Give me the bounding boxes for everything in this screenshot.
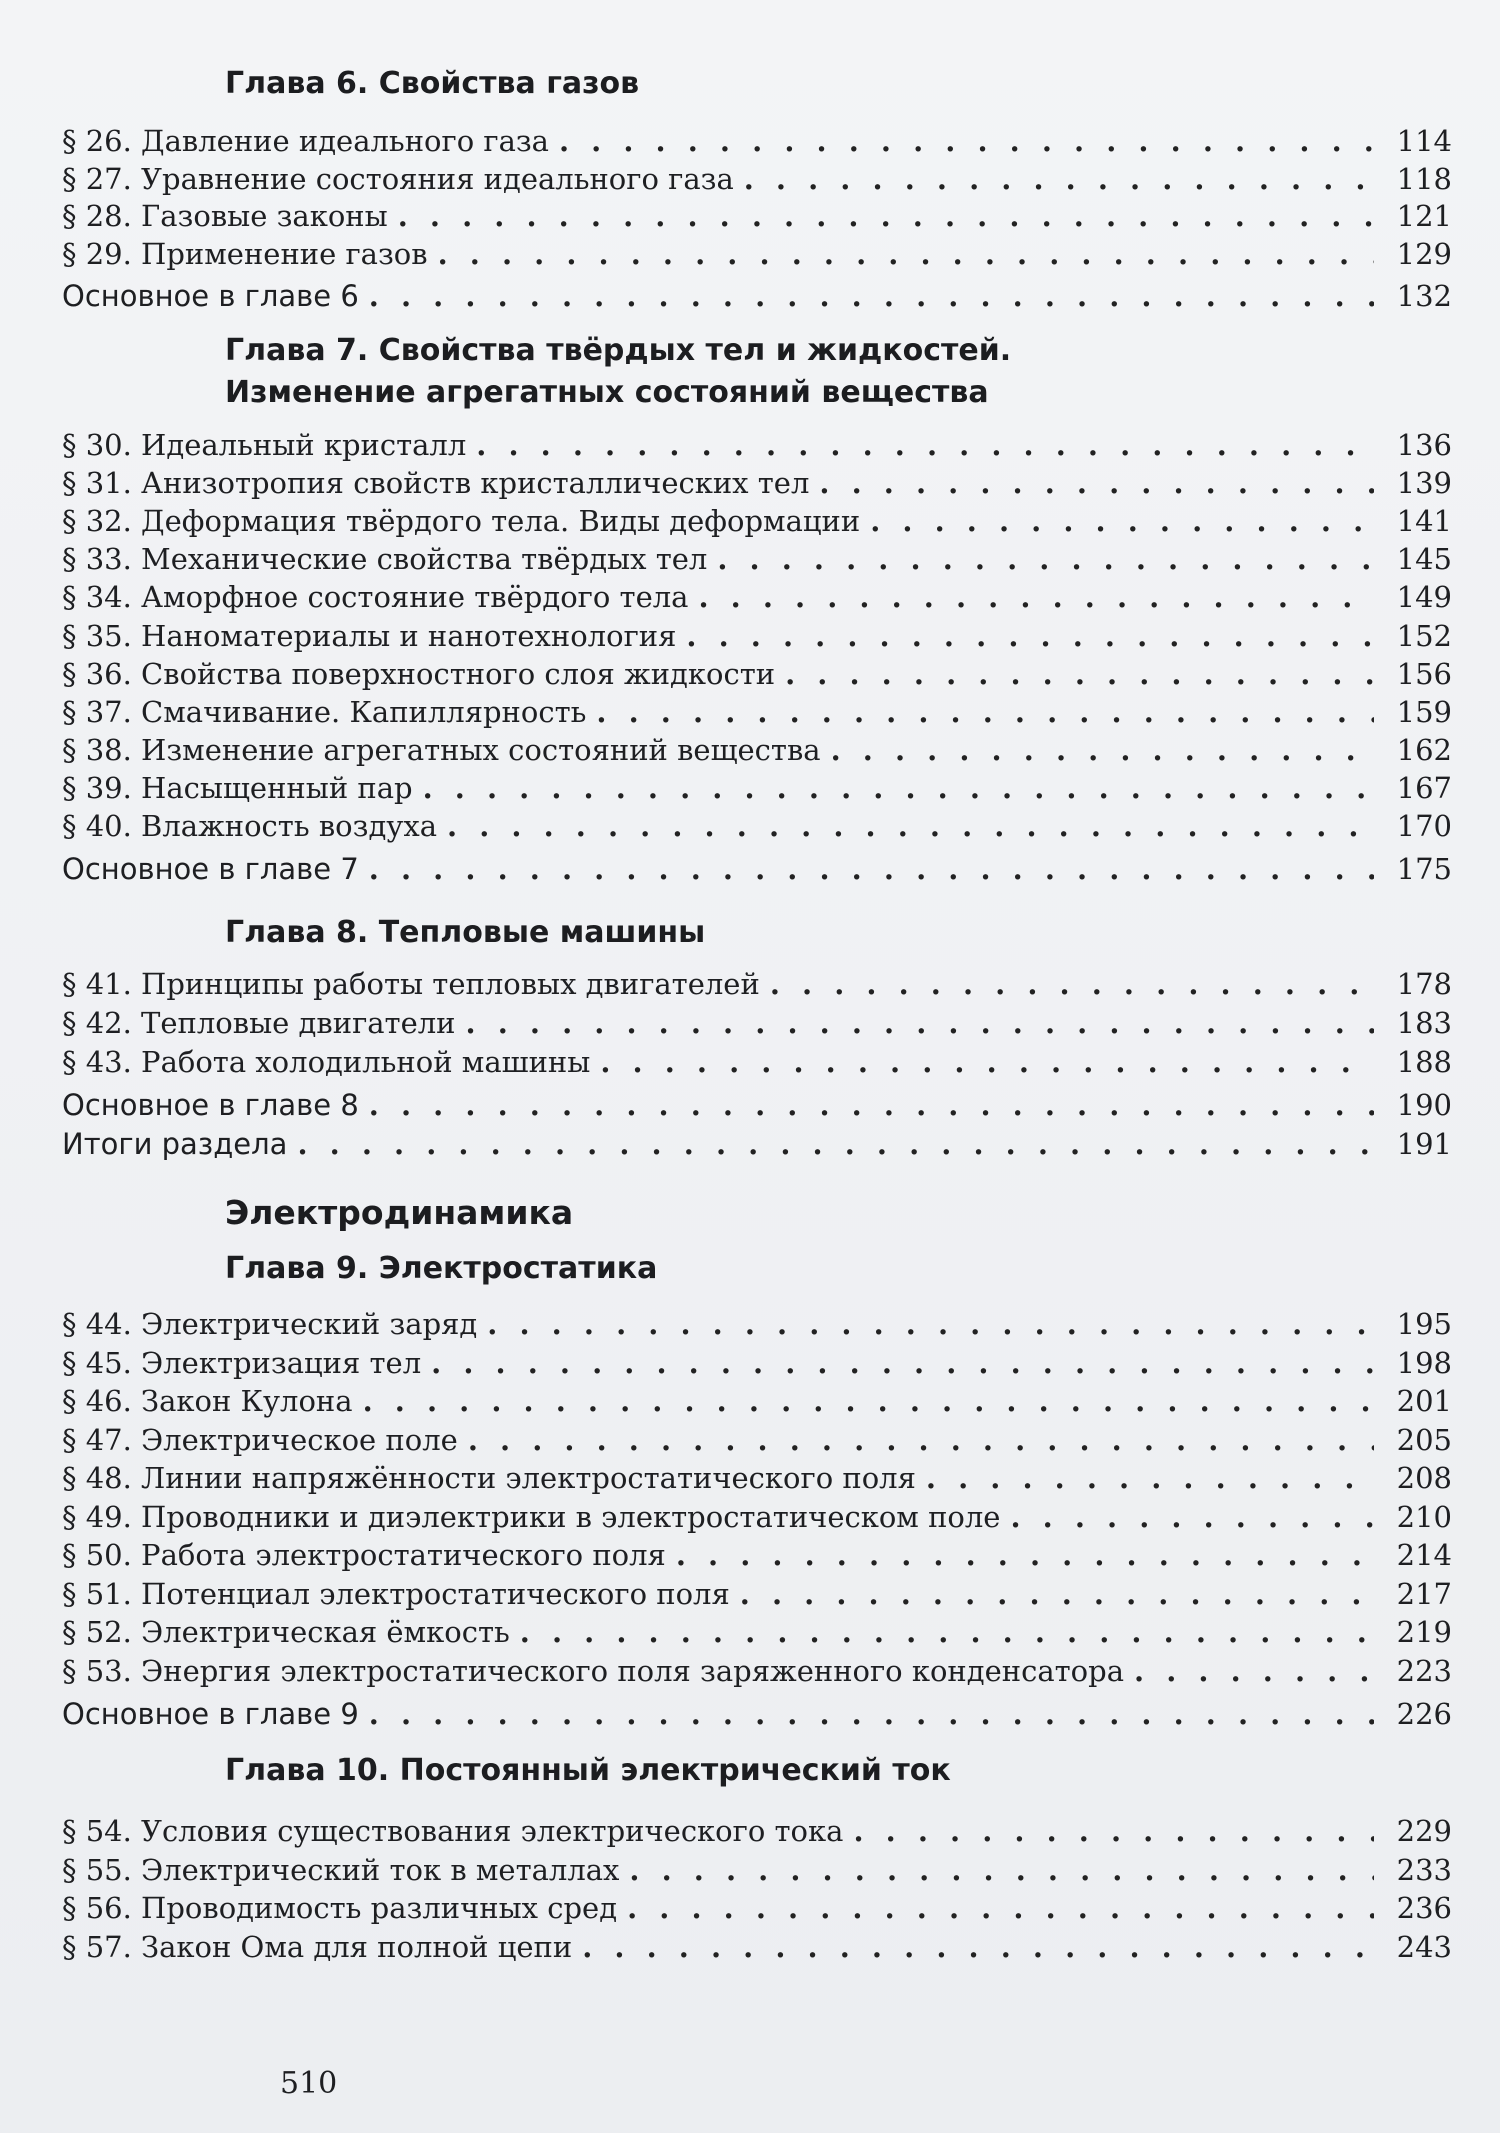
toc-summary-row[interactable] <box>62 848 1452 886</box>
toc-entry-page: 178 <box>1396 967 1452 1001</box>
toc-row[interactable] <box>62 1611 1452 1649</box>
toc-entry-page: 145 <box>1396 542 1452 577</box>
chapter-10-heading: Глава 10. Постоянный электрический ток <box>225 1753 951 1788</box>
dot-leader <box>686 619 1374 653</box>
dot-leader <box>926 1461 1374 1495</box>
chapter-6-heading: Глава 6. Свойства газов <box>225 66 640 101</box>
toc-entry-title: Основное в главе 6 <box>62 279 359 313</box>
dot-leader <box>744 162 1374 196</box>
dot-leader <box>363 1384 1374 1418</box>
toc-entry-title: § 57. Закон Ома для полной цепи <box>62 1929 573 1964</box>
toc-entry-page: 188 <box>1396 1044 1452 1079</box>
dot-leader <box>369 279 1374 313</box>
toc-row[interactable] <box>62 500 1452 538</box>
dot-leader <box>423 771 1374 805</box>
toc-entry-page: 156 <box>1396 656 1452 691</box>
toc-entry-title: § 52. Электрическая ёмкость <box>62 1615 510 1649</box>
toc-row[interactable] <box>62 1303 1452 1341</box>
toc-entry-title: Основное в главе 8 <box>62 1088 359 1123</box>
toc-row[interactable] <box>62 963 1452 1001</box>
toc-row[interactable] <box>62 805 1452 843</box>
toc-row[interactable] <box>62 1849 1452 1887</box>
dot-leader <box>369 1697 1374 1731</box>
dot-leader <box>438 237 1374 271</box>
toc-entry-title: § 54. Условия существования электрического тока <box>62 1814 844 1848</box>
toc-entry-page: 201 <box>1396 1384 1452 1418</box>
toc-row[interactable] <box>62 195 1452 233</box>
toc-summary-row[interactable] <box>62 1123 1452 1161</box>
dot-leader <box>1134 1654 1374 1688</box>
toc-entry-page: 129 <box>1396 236 1452 271</box>
toc-row[interactable] <box>62 1926 1452 1964</box>
toc-entry-page: 167 <box>1396 770 1452 805</box>
toc-row[interactable] <box>62 576 1452 614</box>
toc-entry-title: § 29. Применение газов <box>62 236 428 271</box>
dot-leader <box>870 504 1374 538</box>
dot-leader <box>717 542 1374 576</box>
dot-leader <box>698 580 1374 614</box>
toc-entry-page: 191 <box>1396 1127 1452 1162</box>
toc-entry-title: § 32. Деформация твёрдого тела. Виды деформации <box>62 504 861 539</box>
toc-entry-title: Основное в главе 7 <box>62 852 359 887</box>
toc-entry-title: § 34. Аморфное состояние твёрдого тела <box>62 580 689 615</box>
dot-leader <box>582 1930 1374 1964</box>
dot-leader <box>627 1891 1374 1925</box>
dot-leader <box>468 1423 1374 1457</box>
toc-summary-row[interactable] <box>62 275 1452 313</box>
dot-leader <box>676 1538 1374 1572</box>
toc-entry-title: § 38. Изменение агрегатных состояний вещества <box>62 732 821 767</box>
toc-entry-page: 223 <box>1396 1653 1452 1688</box>
toc-entry-title: § 45. Электризация тел <box>62 1345 422 1380</box>
dot-leader <box>853 1814 1374 1848</box>
dot-leader <box>831 733 1374 767</box>
toc-entry-title: § 31. Анизотропия свойств кристаллических тел <box>62 466 810 501</box>
toc-entry-title: § 28. Газовые законы <box>62 199 388 233</box>
toc-entry-page: 236 <box>1396 1891 1452 1925</box>
toc-entry-title: § 46. Закон Кулона <box>62 1384 353 1418</box>
chapter-7-heading-line-1: Глава 7. Свойства твёрдых тел и жидкостей. <box>225 333 1012 368</box>
dot-leader <box>466 1006 1374 1040</box>
toc-entry-page: 141 <box>1396 504 1452 539</box>
toc-summary-row[interactable] <box>62 1693 1452 1731</box>
toc-row[interactable] <box>62 233 1452 271</box>
dot-leader <box>369 852 1374 886</box>
dot-leader <box>819 466 1374 500</box>
toc-entry-title: § 50. Работа электростатического поля <box>62 1538 666 1572</box>
toc-entry-page: 208 <box>1396 1461 1452 1495</box>
toc-entry-title: § 51. Потенциал электростатического поля <box>62 1576 730 1611</box>
toc-entry-title: Основное в главе 9 <box>62 1697 359 1731</box>
toc-row[interactable] <box>62 1380 1452 1418</box>
toc-entry-page: 170 <box>1396 809 1452 843</box>
toc-entry-page: 198 <box>1396 1345 1452 1380</box>
toc-entry-page: 162 <box>1396 732 1452 767</box>
toc-entry-page: 226 <box>1396 1697 1452 1731</box>
toc-entry-title: § 39. Насыщенный пар <box>62 770 413 805</box>
toc-entry-title: § 26. Давление идеального газа <box>62 124 549 158</box>
dot-leader <box>785 657 1374 691</box>
dot-leader <box>1010 1500 1374 1534</box>
toc-entry-title: Итоги раздела <box>62 1127 288 1162</box>
toc-entry-page: 214 <box>1396 1538 1452 1572</box>
toc-row[interactable] <box>62 1457 1452 1495</box>
toc-entry-title: § 53. Энергия электростатического поля заряженного конденсатора <box>62 1653 1124 1688</box>
toc-page <box>62 60 1452 2130</box>
page-number: 510 <box>280 2066 338 2101</box>
toc-entry-page: 136 <box>1396 428 1452 462</box>
toc-entry-page: 210 <box>1396 1499 1452 1534</box>
toc-entry-page: 121 <box>1396 199 1452 233</box>
toc-entry-title: § 27. Уравнение состояния идеального газа <box>62 161 734 196</box>
toc-entry-title: § 35. Наноматериалы и нанотехнология <box>62 618 677 653</box>
toc-row[interactable] <box>62 691 1452 729</box>
toc-entry-page: 132 <box>1396 279 1452 313</box>
toc-row[interactable] <box>62 1002 1452 1040</box>
toc-row[interactable] <box>62 729 1452 767</box>
toc-row[interactable] <box>62 1496 1452 1534</box>
toc-entry-page: 205 <box>1396 1422 1452 1457</box>
dot-leader <box>297 1127 1374 1161</box>
toc-entry-page: 243 <box>1396 1929 1452 1964</box>
toc-row[interactable] <box>62 1650 1452 1688</box>
toc-row[interactable] <box>62 120 1452 158</box>
toc-row[interactable] <box>62 1041 1452 1079</box>
toc-row[interactable] <box>62 1810 1452 1848</box>
toc-row[interactable] <box>62 424 1452 462</box>
dot-leader <box>629 1853 1374 1887</box>
dot-leader <box>559 124 1374 158</box>
toc-entry-page: 175 <box>1396 852 1452 887</box>
dot-leader <box>447 809 1374 843</box>
toc-row[interactable] <box>62 158 1452 196</box>
toc-entry-page: 217 <box>1396 1576 1452 1611</box>
toc-entry-title: § 49. Проводники и диэлектрики в электростатическом поле <box>62 1499 1001 1534</box>
toc-entry-page: 190 <box>1396 1088 1452 1123</box>
toc-entry-title: § 47. Электрическое поле <box>62 1422 458 1457</box>
toc-entry-page: 149 <box>1396 580 1452 615</box>
dot-leader <box>487 1307 1374 1341</box>
dot-leader <box>476 428 1374 462</box>
toc-entry-page: 139 <box>1396 466 1452 501</box>
dot-leader <box>770 967 1374 1001</box>
toc-entry-title: § 43. Работа холодильной машины <box>62 1044 591 1079</box>
toc-entry-title: § 40. Влажность воздуха <box>62 809 438 843</box>
toc-entry-title: § 36. Свойства поверхностного слоя жидкости <box>62 656 776 691</box>
toc-entry-title: § 37. Смачивание. Капиллярность <box>62 694 587 729</box>
toc-entry-page: 118 <box>1396 161 1452 196</box>
toc-entry-title: § 44. Электрический заряд <box>62 1307 478 1341</box>
toc-entry-title: § 42. Тепловые двигатели <box>62 1005 456 1040</box>
toc-entry-page: 152 <box>1396 618 1452 653</box>
toc-entry-page: 159 <box>1396 694 1452 729</box>
toc-row[interactable] <box>62 1573 1452 1611</box>
toc-row[interactable] <box>62 1534 1452 1572</box>
toc-row[interactable] <box>62 615 1452 653</box>
toc-row[interactable] <box>62 462 1452 500</box>
dot-leader <box>520 1615 1374 1649</box>
chapter-8-heading: Глава 8. Тепловые машины <box>225 915 706 950</box>
dot-leader <box>600 1045 1374 1079</box>
toc-entry-page: 229 <box>1396 1814 1452 1848</box>
toc-entry-page: 195 <box>1396 1307 1452 1341</box>
toc-entry-title: § 48. Линии напряжённости электростатического поля <box>62 1461 916 1495</box>
toc-row[interactable] <box>62 653 1452 691</box>
dot-leader <box>596 695 1374 729</box>
toc-row[interactable] <box>62 1342 1452 1380</box>
toc-entry-title: § 55. Электрический ток в металлах <box>62 1852 620 1887</box>
dot-leader <box>431 1346 1374 1380</box>
toc-row[interactable] <box>62 1887 1452 1925</box>
part-electrodynamics-heading: Электродинамика <box>225 1193 574 1232</box>
toc-entry-title: § 33. Механические свойства твёрдых тел <box>62 542 708 577</box>
toc-entry-title: § 56. Проводимость различных сред <box>62 1891 618 1925</box>
chapter-9-heading: Глава 9. Электростатика <box>225 1251 658 1286</box>
dot-leader <box>398 199 1374 233</box>
toc-entry-page: 183 <box>1396 1005 1452 1040</box>
toc-entry-title: § 41. Принципы работы тепловых двигателей <box>62 967 760 1001</box>
toc-row[interactable] <box>62 1419 1452 1457</box>
toc-entry-page: 219 <box>1396 1615 1452 1649</box>
dot-leader <box>369 1088 1374 1122</box>
toc-entry-title: § 30. Идеальный кристалл <box>62 428 467 462</box>
toc-summary-row[interactable] <box>62 1084 1452 1122</box>
toc-row[interactable] <box>62 767 1452 805</box>
toc-entry-page: 114 <box>1396 124 1452 158</box>
toc-entry-page: 233 <box>1396 1852 1452 1887</box>
dot-leader <box>740 1577 1374 1611</box>
toc-row[interactable] <box>62 538 1452 576</box>
chapter-7-heading-line-2: Изменение агрегатных состояний вещества <box>225 375 989 410</box>
